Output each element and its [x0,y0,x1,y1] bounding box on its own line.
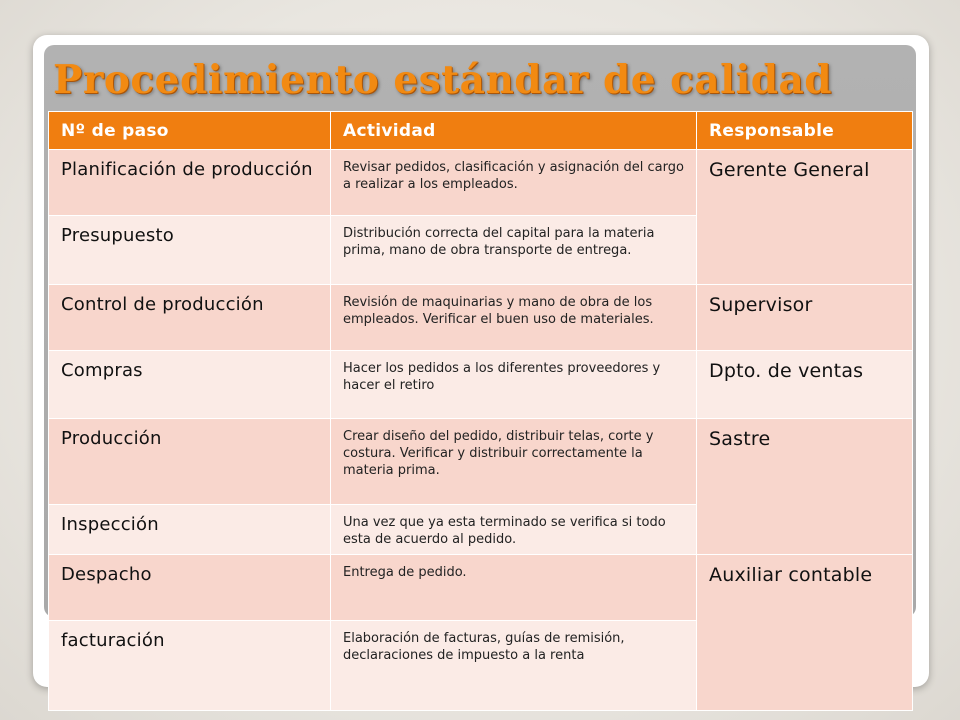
slide-title: Procedimiento estándar de calidad [53,57,833,103]
step-activity: Hacer los pedidos a los diferentes proveedores y hacer el retiro [331,351,697,419]
step-name: Despacho [49,555,331,621]
header-paso: Nº de paso [49,112,331,150]
step-responsible: Gerente General [697,150,913,285]
table-row [49,419,913,505]
step-name: Planificación de producción [49,150,331,216]
step-responsible: Sastre [697,419,913,555]
step-name: Presupuesto [49,216,331,285]
step-name: facturación [49,621,331,711]
table-row [49,555,913,621]
step-activity: Distribución correcta del capital para la materia prima, mano de obra transporte de entrega. [331,216,697,285]
table-row [49,285,913,351]
step-activity: Crear diseño del pedido, distribuir telas, corte y costura. Verificar y distribuir correctamente la materia prima. [331,419,697,505]
step-activity: Revisar pedidos, clasificación y asignación del cargo a realizar a los empleados. [331,150,697,216]
step-activity: Revisión de maquinarias y mano de obra de los empleados. Verificar el buen uso de materiales. [331,285,697,351]
step-responsible: Auxiliar contable [697,555,913,711]
step-name: Compras [49,351,331,419]
step-activity: Entrega de pedido. [331,555,697,621]
step-responsible: Dpto. de ventas [697,351,913,419]
header-responsable: Responsable [697,112,913,150]
header-actividad: Actividad [331,112,697,150]
step-name: Producción [49,419,331,505]
step-activity: Una vez que ya esta terminado se verifica si todo esta de acuerdo al pedido. [331,505,697,555]
table-header-row [49,112,913,150]
step-name: Inspección [49,505,331,555]
step-responsible: Supervisor [697,285,913,351]
step-activity: Elaboración de facturas, guías de remisión, declaraciones de impuesto a la renta [331,621,697,711]
step-name: Control de producción [49,285,331,351]
table-row [49,150,913,216]
table-row [49,351,913,419]
procedure-table [48,111,913,711]
